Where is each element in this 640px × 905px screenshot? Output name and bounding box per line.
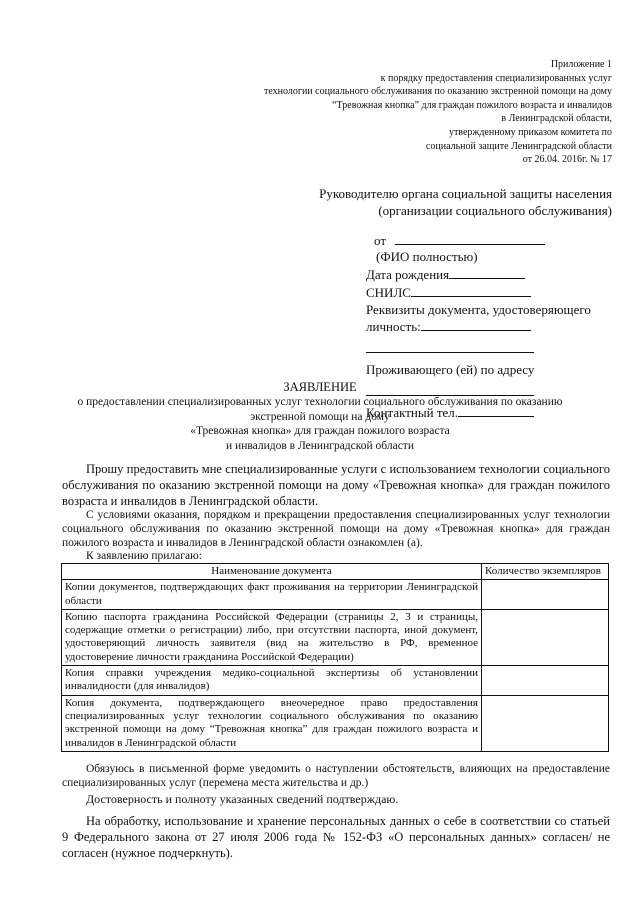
- attachments-table: [61, 563, 609, 752]
- table-row: [62, 580, 609, 610]
- table-row: [62, 695, 609, 751]
- addressee-line: Руководителю органа социальной защиты населения: [319, 186, 612, 201]
- appendix-line: в Ленинградской области,: [501, 113, 612, 125]
- header-copies-count: Количество экземпляров: [482, 564, 609, 580]
- appendix-header: [192, 58, 612, 167]
- appendix-line: “Тревожная кнопка” для граждан пожилого возраста и инвалидов: [332, 99, 612, 111]
- phone-label: Контактный тел.: [366, 405, 459, 420]
- personal-data-consent-paragraph: На обработку, использование и хранение персональных данных о себе в соответствии со статьей 9 Федерального закона от 27 июля 2006 года № 152-ФЗ «О персональных данных» согласен/ не согласен (нужное подчеркнуть).: [62, 814, 610, 860]
- copies-count-cell[interactable]: [482, 695, 609, 751]
- table-header-row: [62, 564, 609, 580]
- id-document-field[interactable]: [421, 318, 531, 331]
- header-document-name: Наименование документа: [62, 564, 482, 580]
- snils-label: СНИЛС: [366, 285, 411, 300]
- snils-field[interactable]: [411, 284, 531, 297]
- id-document-label-2: личность:: [366, 319, 421, 334]
- subtitle-line: экстренной помощи на дому: [250, 410, 390, 423]
- id-document-label: Реквизиты документа, удостоверяющего: [366, 302, 591, 317]
- id-document-extra-field[interactable]: [366, 340, 534, 353]
- acknowledgement-paragraph: С условиями оказания, порядком и прекращении предоставления специализированных услуг технологии социального обслуживания по оказанию экстренной помощи на дому «Тревожная кнопка» для граждан пожилого возраста и инвалидов в Ленинградской области ознакомлен (а).: [62, 509, 610, 549]
- copies-count-cell[interactable]: [482, 666, 609, 696]
- subtitle-line: и инвалидов в Ленинградской области: [226, 439, 414, 452]
- document-name-cell: Копия справки учреждения медико-социальной экспертизы об установлении инвалидности (для инвалидов): [62, 666, 482, 696]
- appendix-line: к порядку предоставления специализированных услуг: [380, 72, 612, 84]
- copies-count-cell[interactable]: [482, 580, 609, 610]
- document-subtitle: [60, 395, 580, 453]
- table-row: [62, 666, 609, 696]
- address-label: Проживающего (ей) по адресу: [366, 362, 535, 377]
- copies-count-cell[interactable]: [482, 609, 609, 665]
- from-label: от: [374, 233, 387, 248]
- document-name-cell: Копию паспорта гражданина Российской Федерации (страницы 2, 3 и страницы, содержащие отметки о регистрации) либо, при отсутствии паспорта, иной документ, удостоверяющий личность заявителя (вид на жительство в РФ, временное удостоверение личности гражданина Российской Федерации): [62, 609, 482, 665]
- attachments-intro: К заявлению прилагаю:: [86, 550, 202, 562]
- document-title: ЗАЯВЛЕНИЕ: [283, 380, 357, 394]
- birth-date-field[interactable]: [449, 266, 525, 279]
- subtitle-line: «Тревожная кнопка» для граждан пожилого возраста: [190, 425, 450, 437]
- appendix-line: технологии социального обслуживания по оказанию экстренной помощи на дому: [263, 86, 612, 98]
- confirmation-paragraph: Достоверность и полноту указанных сведений подтверждаю.: [86, 792, 399, 806]
- birth-date-label: Дата рождения: [366, 267, 450, 282]
- document-name-cell: Копия документа, подтверждающего внеочередное право предоставления специализированных услуг технологии социального обслуживания по оказанию экстренной помощи на дому “Тревожная кнопка” для граждан пожилого возраста и инвалидов в Ленинградской области: [62, 695, 482, 751]
- request-paragraph: Прошу предоставить мне специализированные услуги с использованием технологии социального обслуживания по оказанию экстренной помощи на дому «Тревожная кнопка» для граждан пожилого возраста и инвалидов в Ленинградской области.: [62, 462, 610, 508]
- addressee-block: [319, 185, 612, 219]
- appendix-line: социальной защите Ленинградской области: [425, 140, 612, 152]
- fio-hint: (ФИО полностью): [376, 249, 478, 264]
- appendix-line: от 26.04. 2016г. № 17: [522, 154, 612, 166]
- table-row: [62, 609, 609, 665]
- subtitle-line: о предоставлении специализированных услуг технологии социального обслуживания по оказанию: [77, 396, 563, 408]
- appendix-line: утвержденному приказом комитета по: [448, 126, 612, 138]
- document-name-cell: Копии документов, подтверждающих факт проживания на территории Ленинградской области: [62, 580, 482, 610]
- appendix-line: Приложение 1: [550, 59, 612, 70]
- addressee-line: (организации социального обслуживания): [378, 203, 612, 218]
- fio-field[interactable]: [395, 232, 545, 245]
- notification-paragraph: Обязуюсь в письменной форме уведомить о наступлении обстоятельств, влияющих на предоставление специализированных услуг (перемена места жительства и др.): [62, 763, 610, 789]
